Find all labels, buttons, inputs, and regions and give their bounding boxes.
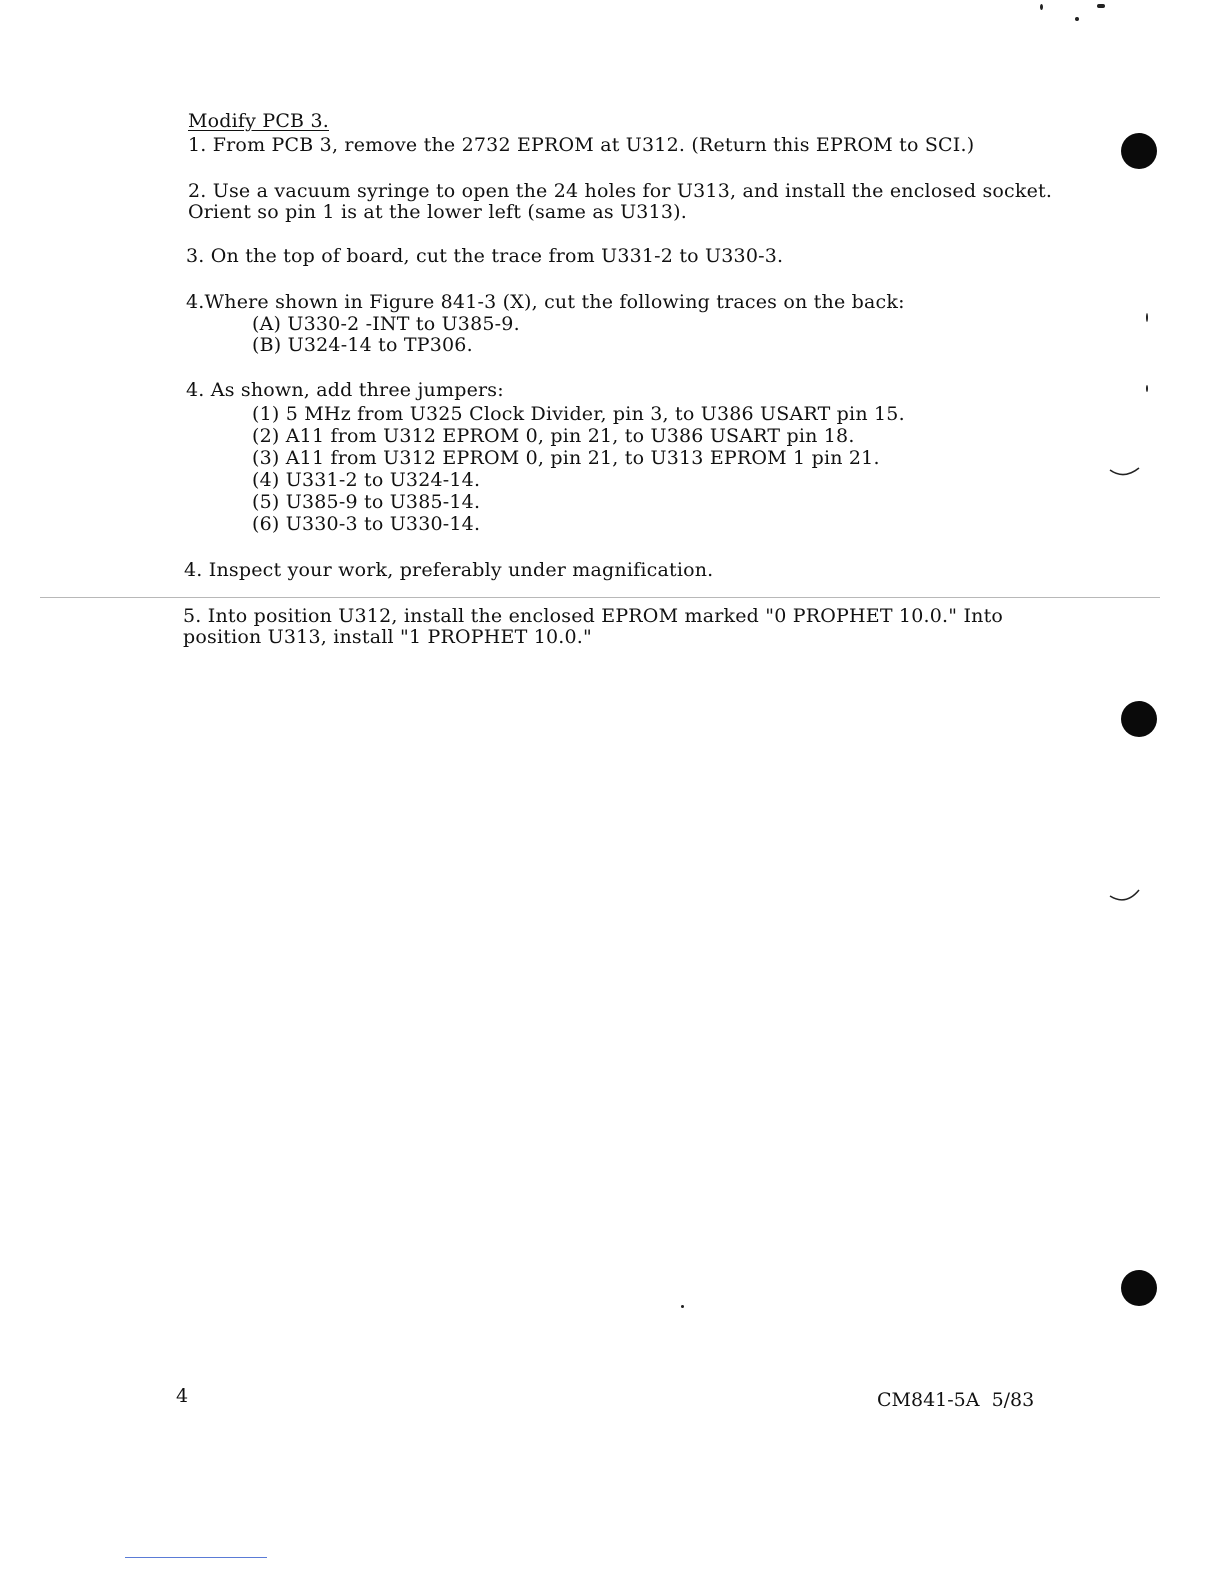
step-1: 1. From PCB 3, remove the 2732 EPROM at U312. (Return this EPROM to SCI.) xyxy=(188,134,975,156)
bottom-edge-line xyxy=(125,1557,267,1558)
scan-speck xyxy=(1146,385,1148,392)
step-2-line-1: 2. Use a vacuum syringe to open the 24 holes for U313, and install the enclosed socket. xyxy=(188,180,1053,202)
step-4a-subitem: (B) U324-14 to TP306. xyxy=(252,334,473,356)
step-4b: 4. As shown, add three jumpers: xyxy=(186,379,504,401)
scan-mark-curve xyxy=(1108,462,1142,482)
scan-speck xyxy=(1075,17,1079,21)
scan-speck xyxy=(1097,4,1105,8)
step-4a-subitem: (A) U330-2 -INT to U385-9. xyxy=(252,313,520,335)
punch-hole-middle xyxy=(1121,701,1157,737)
jumper-item: (4) U331-2 to U324-14. xyxy=(252,469,481,491)
page-number: 4 xyxy=(176,1385,189,1407)
step-5-line-1: 5. Into position U312, install the enclosed EPROM marked "0 PROPHET 10.0." Into xyxy=(183,605,1004,627)
scan-speck xyxy=(681,1305,684,1308)
punch-hole-bottom xyxy=(1121,1270,1157,1306)
step-2-line-2: Orient so pin 1 is at the lower left (same as U313). xyxy=(188,201,688,223)
jumper-item: (3) A11 from U312 EPROM 0, pin 21, to U313 EPROM 1 pin 21. xyxy=(252,447,880,469)
divider-rule xyxy=(40,597,1160,598)
punch-hole-top xyxy=(1121,133,1157,169)
step-4c: 4. Inspect your work, preferably under magnification. xyxy=(184,559,714,581)
step-3: 3. On the top of board, cut the trace from U331-2 to U330-3. xyxy=(186,245,784,267)
step-4a: 4.Where shown in Figure 841-3 (X), cut the following traces on the back: xyxy=(186,291,905,313)
jumper-item: (2) A11 from U312 EPROM 0, pin 21, to U386 USART pin 18. xyxy=(252,425,855,447)
jumper-item: (5) U385-9 to U385-14. xyxy=(252,491,481,513)
jumper-item: (6) U330-3 to U330-14. xyxy=(252,513,481,535)
scan-speck xyxy=(1040,4,1043,10)
jumper-item: (1) 5 MHz from U325 Clock Divider, pin 3, to U386 USART pin 15. xyxy=(252,403,905,425)
document-code: CM841-5A 5/83 xyxy=(877,1389,1035,1411)
section-heading: Modify PCB 3. xyxy=(188,110,329,132)
step-5-line-2: position U313, install "1 PROPHET 10.0." xyxy=(183,626,592,648)
scan-mark-curve xyxy=(1108,888,1142,908)
scan-speck xyxy=(1146,313,1148,322)
